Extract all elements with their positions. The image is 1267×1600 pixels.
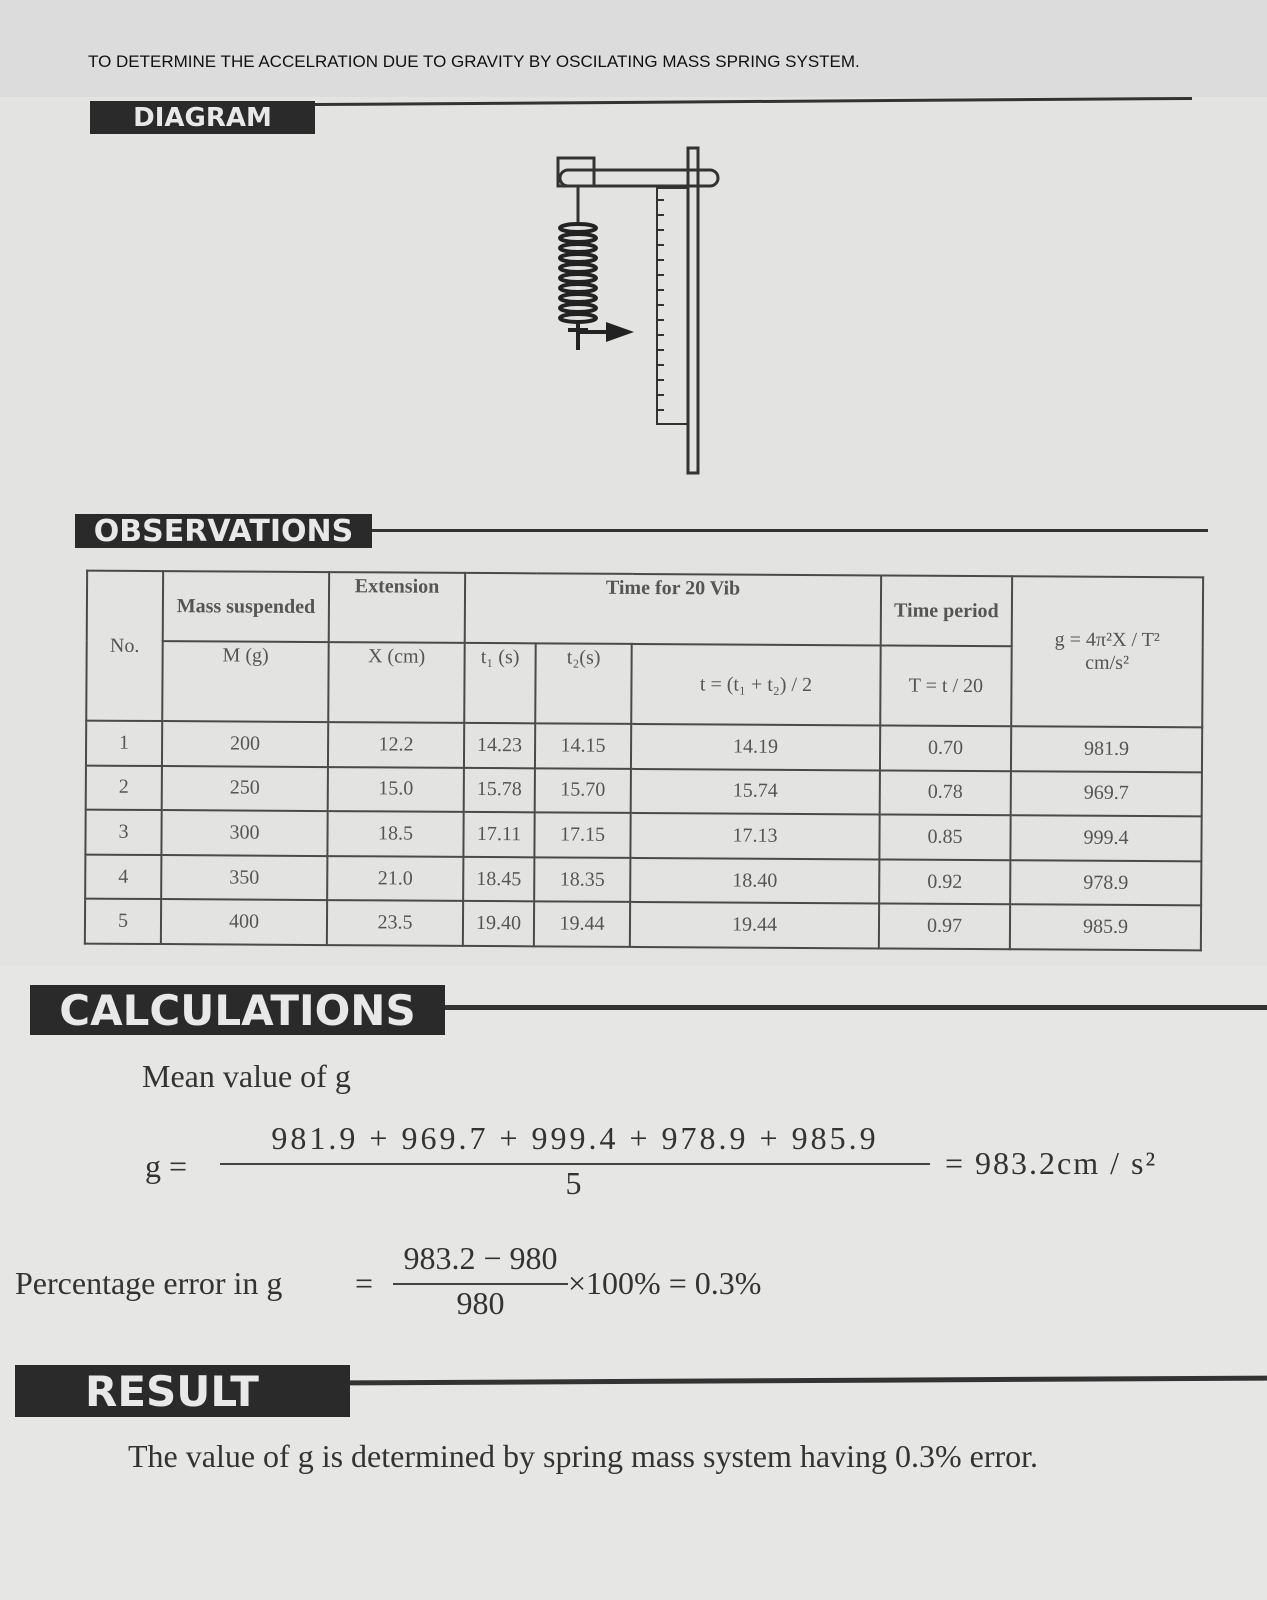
table-row <box>85 854 1201 905</box>
error-result: ×100% = 0.3% <box>568 1265 762 1301</box>
error-denominator: 980 <box>393 1283 568 1322</box>
g-lhs: g = <box>145 1148 188 1184</box>
error-label: Percentage error in g <box>15 1265 283 1301</box>
cell: 400 <box>161 899 327 945</box>
cell: 12.2 <box>328 722 464 767</box>
g-result: = 983.2cm / s² <box>945 1145 1158 1181</box>
page-title: TO DETERMINE THE ACCELRATION DUE TO GRAVITY BY OSCILATING MASS SPRING SYSTEM. <box>88 52 860 71</box>
cell: 4 <box>85 854 161 899</box>
cell: 17.13 <box>630 813 879 859</box>
cell: 999.4 <box>1010 815 1201 861</box>
cell: 0.70 <box>880 725 1011 770</box>
cell: 23.5 <box>327 900 463 945</box>
header-no: No. <box>86 571 163 721</box>
cell: 14.19 <box>631 724 880 770</box>
cell: 15.78 <box>464 767 535 812</box>
g-denominator: 5 <box>220 1163 930 1202</box>
observations-heading: OBSERVATIONS <box>75 514 372 548</box>
cell: 250 <box>162 766 328 812</box>
cell: 18.45 <box>463 857 534 902</box>
cell: 15.74 <box>631 769 880 815</box>
cell: 3 <box>85 810 161 855</box>
error-fraction <box>393 1240 568 1322</box>
cell: 18.5 <box>327 811 463 856</box>
mean-label: Mean value of g <box>142 1058 351 1094</box>
result-heading: RESULT <box>15 1365 350 1417</box>
spring-mass-diagram <box>540 140 740 480</box>
cell: 19.40 <box>463 901 534 946</box>
header-g <box>1011 576 1203 727</box>
cell: 17.15 <box>534 813 630 858</box>
cell: 19.44 <box>630 902 879 948</box>
table-row <box>85 810 1201 861</box>
result-text: The value of g is determined by spring mass system having 0.3% error. <box>128 1438 1039 1474</box>
cell: 200 <box>162 721 328 767</box>
cell: 978.9 <box>1010 860 1201 906</box>
cell: 15.0 <box>328 767 464 812</box>
cell: 21.0 <box>327 856 463 901</box>
cell: 0.92 <box>879 859 1010 904</box>
cell: 0.78 <box>880 770 1011 815</box>
header-mass: Mass suspended <box>163 571 329 642</box>
table-row <box>85 899 1201 950</box>
error-equals: = <box>355 1265 374 1301</box>
table-row <box>86 721 1202 772</box>
cell: 300 <box>161 810 327 856</box>
g-fraction <box>220 1120 930 1202</box>
cell: 15.70 <box>535 768 631 813</box>
cell: 2 <box>86 765 162 810</box>
cell: 19.44 <box>534 902 630 947</box>
g-numerator: 981.9 + 969.7 + 999.4 + 978.9 + 985.9 <box>271 1120 879 1156</box>
cell: 981.9 <box>1011 726 1202 772</box>
divider <box>445 1005 1267 1010</box>
g-unit: cm/s² <box>1085 651 1130 674</box>
table-row <box>86 765 1202 816</box>
cell: 985.9 <box>1010 905 1201 951</box>
g-formula: g = 4π²X / T² <box>1054 628 1160 652</box>
header-t1: t₁ (s) <box>464 643 535 723</box>
cell: 14.15 <box>535 723 631 768</box>
cell: 1 <box>86 721 162 766</box>
header-t2: t₂(s) <box>535 643 631 724</box>
cell: 969.7 <box>1011 771 1202 817</box>
cell: 0.85 <box>879 815 1010 860</box>
cell: 18.35 <box>534 857 630 902</box>
calculations-heading: CALCULATIONS <box>30 985 445 1035</box>
header-tavg: t = (t₁ + t₂) / 2 <box>631 644 880 726</box>
cell: 5 <box>85 899 161 944</box>
header-period: Time period <box>881 575 1012 646</box>
header-ext-unit: X (cm) <box>328 642 464 723</box>
header-mass-unit: M (g) <box>162 641 328 722</box>
divider <box>372 529 1208 532</box>
cell: 0.97 <box>879 904 1010 949</box>
cell: 17.11 <box>463 812 534 857</box>
cell: 350 <box>161 855 327 901</box>
observations-table <box>84 570 1204 952</box>
header-time: Time for 20 Vib <box>465 573 881 646</box>
error-numerator: 983.2 − 980 <box>403 1240 558 1276</box>
header-extension: Extension <box>329 572 465 643</box>
cell: 14.23 <box>464 723 535 768</box>
header-period-formula: T = t / 20 <box>880 645 1011 726</box>
cell: 18.40 <box>630 858 879 904</box>
diagram-heading: DIAGRAM <box>90 101 315 134</box>
